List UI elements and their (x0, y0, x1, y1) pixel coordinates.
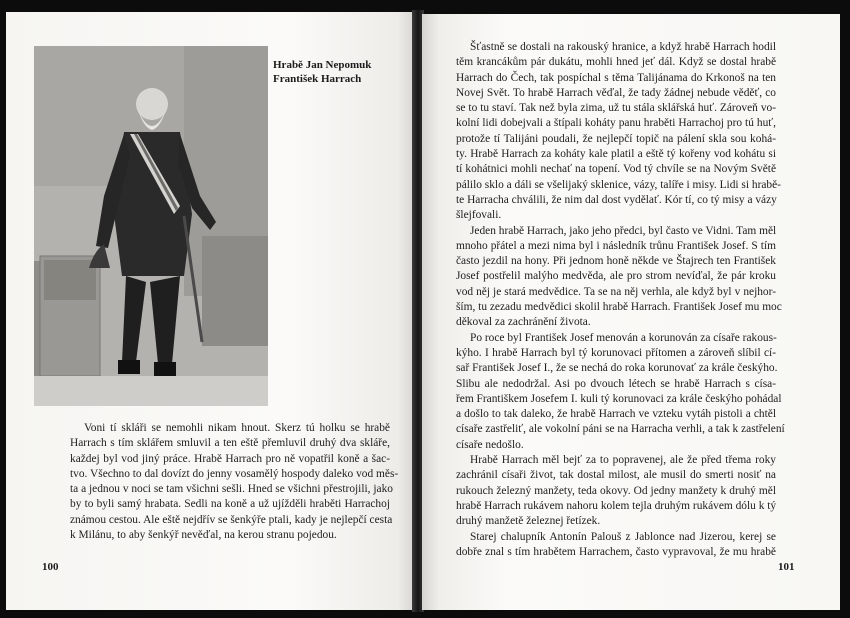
text-line: známou cestou. Ale eště nejdřív se šenkýře ptali, kady je nejlepčí cesta (70, 513, 393, 526)
text-line: druhý manžetě železnej řetízek. (456, 515, 601, 528)
text-line: šlejfovali. (456, 209, 502, 222)
text-line: těm krancákům pár dukátu, mohli hned jeť dál. Když se dostal hrabě (456, 56, 776, 69)
text-line: Po roce byl František Josef menován a korunován za císaře rakous- (470, 331, 777, 344)
text-line: hrabě Harrach rukávem nahoru kolem tejla druhým rukávem dólu k tý (456, 499, 777, 512)
text-line: sař František Josef I., že se nechá do roka korunovať za krále českýho. (456, 362, 778, 375)
text-line: řem Františkem Josefem I. kuli tý korunovaci za krále českýho pohádal (456, 392, 782, 405)
text-line: kýho. I hrabě Harrach byl tý korunovaci přítomen a zároveň slíbil cí- (456, 346, 776, 359)
text-line: Harrach do Čech, tak pospíchal s těma Talijánama do Krkonoš na ten (456, 71, 776, 84)
text-line: Harrach s tím sklářem smluvil a ten eště přemluvil druhý dva skláře, (70, 437, 390, 450)
text-line: a došlo to tak daleko, že hrabě Harrach ve vzteku vytáh pistoli a chtěl (456, 408, 776, 421)
text-line: k Milánu, to aby šenkýř nevěďal, na kerou stranu pojedou. (70, 529, 337, 542)
text-line: Šťastně se dostali na rakouský hranice, a když hrabě Harrach hodil (470, 41, 776, 53)
text-line: Novej Svět. To hrabě Harrach věďal, že tady žádnej nebude věděť, co (456, 86, 776, 99)
photo-caption (273, 58, 403, 86)
text-line: tí kohátnici mohli nechať na topení. Vod tý chvíle se na Novým Světě (456, 163, 776, 176)
text-line: zachránil císaři život, tak dostal milost, ale musil do smerti nosiť na (456, 469, 776, 482)
portrait-photo (34, 46, 268, 406)
text-line: často jezdil na hony. Při jednom honě někde ve Štajrech ten František (456, 255, 776, 268)
page-number-left: 100 (42, 561, 59, 573)
text-line: vod něj je stará medvědice. Ta se na něj verhla, ale když byl v nejhor- (456, 285, 776, 298)
caption-line-2: František Harrach (273, 73, 362, 85)
text-line: Voni tí skláři se nemohli nikam hnout. Skerz tú holku se hrabě (84, 422, 390, 434)
text-line: ta a jednou v noci se tam všichni sešli. Hned se všichni přestrojili, jako (70, 483, 393, 496)
text-line: pálilo sklo a dáli se všelijaký sklenice, vázy, talíře i misy. Lidi si hrabě- (456, 178, 781, 191)
text-line: tvo. Všechno to dal dovízt do jenny vosamělý hospody daleko vod měs- (70, 467, 399, 480)
text-line: protože tí Talijáni poudali, že nejlepčí topič na pálení skla sou kohá- (456, 132, 776, 145)
text-line: císaře zastřeliť, ale vokolní páni se na Harracha verhli, a tak k zastřelení (456, 423, 785, 436)
text-line: Hrabě Harrach měl bejť za to popravenej, ale že před třema roky (470, 454, 776, 467)
right-body-text (456, 40, 785, 560)
text-line: rukouch železný manžety, teda okovy. Od jedny manžety k druhý měl (456, 484, 776, 497)
text-line: Jeden hrabě Harrach, jako jeho předci, byl často ve Vidni. Tam měl (470, 224, 777, 237)
text-line: dobře znal s tím hrabětem Harrachem, často vypravoval, že mu hrabě (456, 545, 776, 558)
text-line: Starej chalupník Antonín Palouš z Jablonce nad Jizerou, kerej se (470, 530, 776, 543)
text-line: děkoval za zachránění života. (456, 316, 591, 329)
text-line: se to tu staví. Tak než byla zima, už tu stála sklářská huť. Zároveň vo- (456, 102, 776, 115)
text-line: ty. Hrabě Harrach za koháty kale platil a eště tý kořeny vod kohátu si (456, 148, 776, 161)
text-line: by to byli samý hrabata. Sedli na koně a už ujížděli hraběti Harrachoj (70, 498, 390, 511)
text-line: te Harracha chválili, že nim dal dost vydělať. Kór tí, co tý misy a vázy (456, 193, 777, 206)
text-line: císaře nedošlo. (456, 438, 524, 451)
left-body-text (70, 421, 399, 543)
text-line: mnoho přátel a mezi nima byl i následník trůnu František Josef. S tím (456, 239, 776, 252)
text-line: ším, tu zezadu medvědici skolil hrabě Harrach. František Josef mu moc (456, 301, 782, 314)
text-line: Slibu ale nedodržal. Asi po dvouch létech se hrabě Harrach s císa- (456, 377, 776, 390)
text-line: každej byl vod jiný práce. Hrabě Harrach pro ně vopatřil koně a šac- (70, 452, 390, 465)
page-number-right: 101 (778, 561, 795, 573)
caption-line-1: Hrabě Jan Nepomuk (273, 59, 372, 71)
text-line: Josef postřelil malýho medvěda, ale pro strom nevíďal, že pár kroku (456, 270, 776, 283)
text-line: kolní lidi dobejvali a štípali koháty panu hraběti Harrachoj pro tú huť, (456, 117, 776, 130)
